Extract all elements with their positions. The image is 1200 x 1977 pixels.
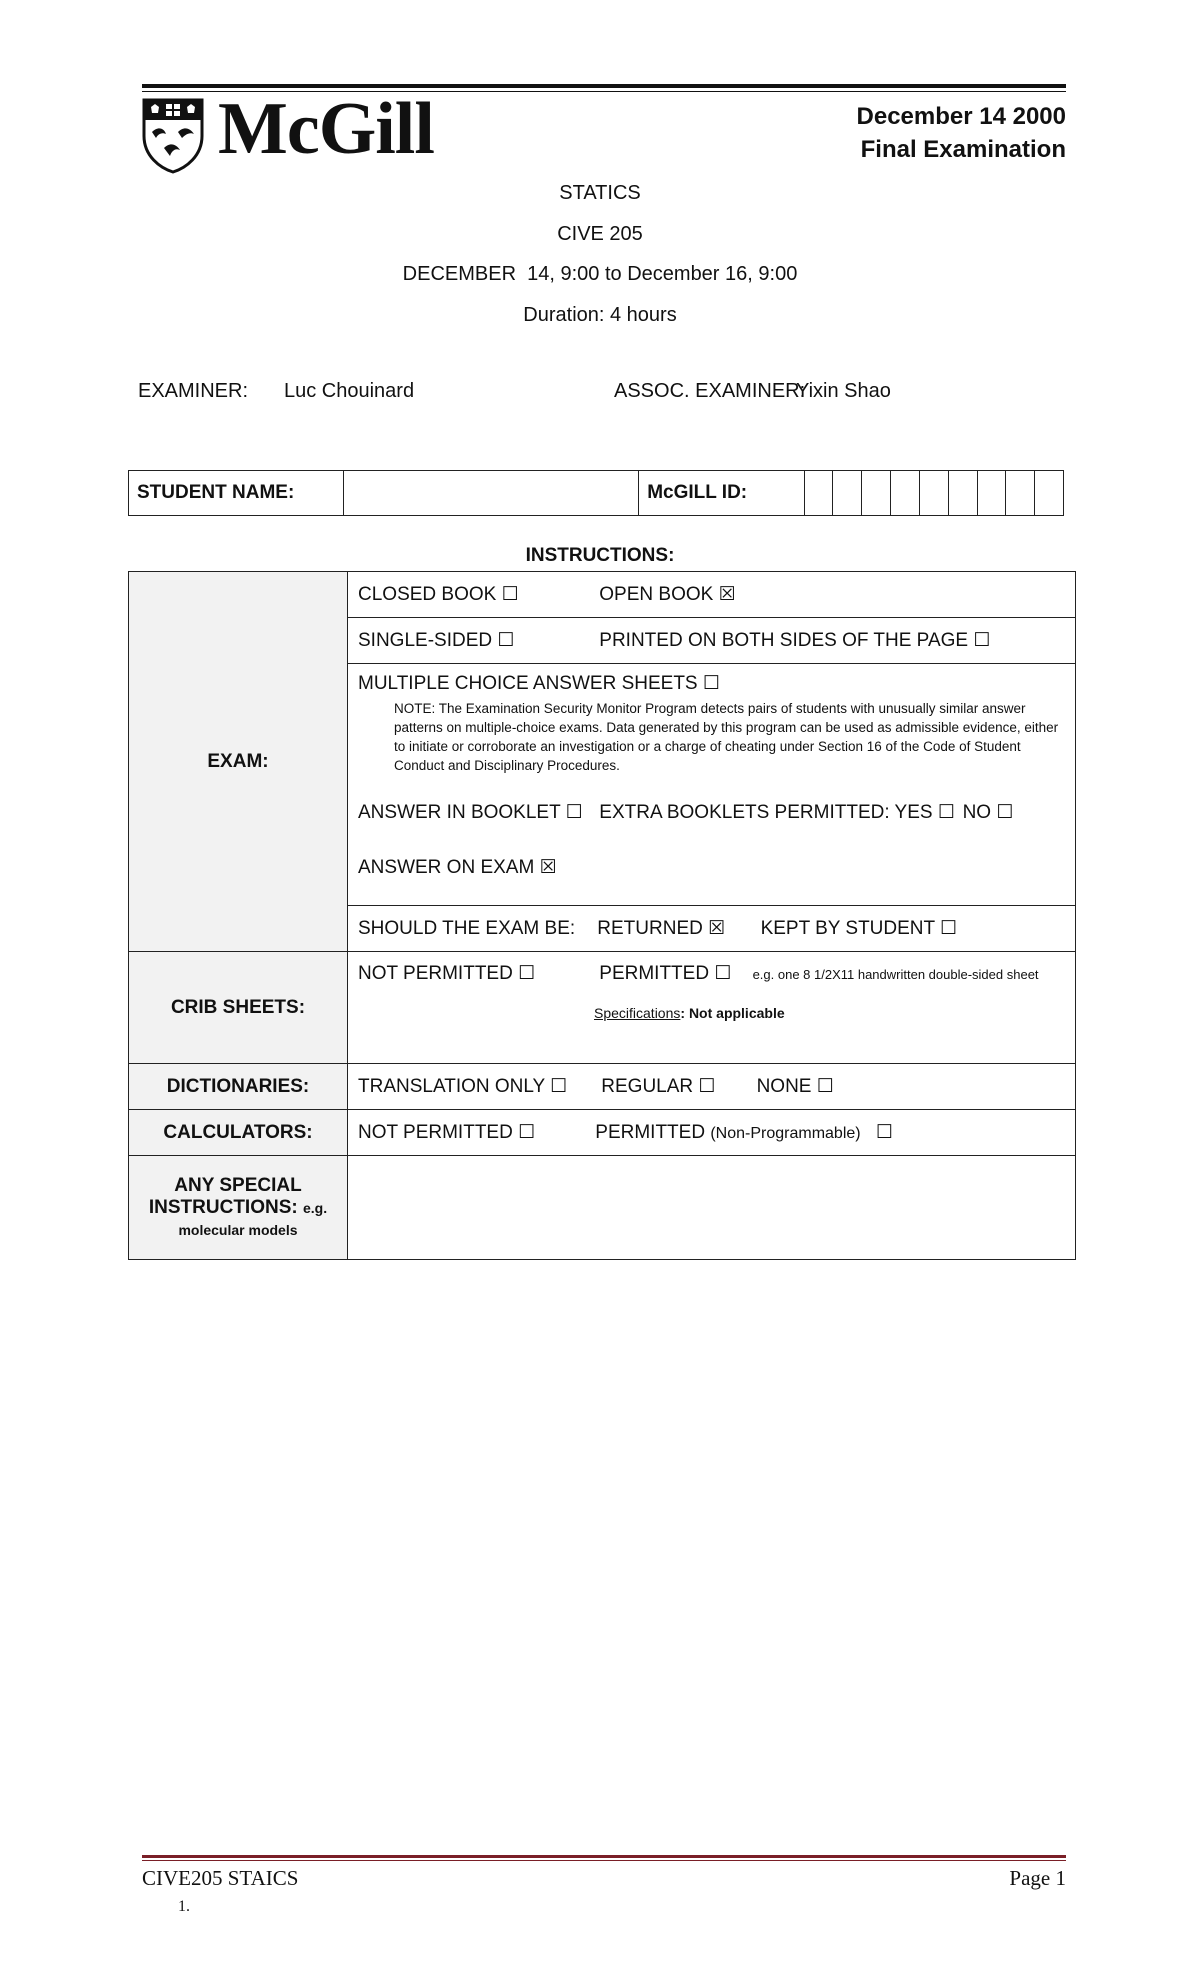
id-digit-box[interactable]	[1006, 471, 1035, 516]
id-digit-box[interactable]	[862, 471, 891, 516]
student-name-field[interactable]	[343, 471, 639, 516]
crib-permitted-option[interactable]: PERMITTED ☐	[599, 963, 732, 984]
calc-permitted-label: PERMITTED	[595, 1122, 706, 1143]
answer-booklet-option[interactable]: ANSWER IN BOOKLET ☐	[358, 802, 583, 823]
course-subject: STATICS	[559, 182, 641, 204]
sides-row	[348, 618, 1076, 664]
instructions-table	[128, 571, 1076, 1260]
footer-list-number: 1.	[178, 1898, 190, 1915]
both-sides-option[interactable]: PRINTED ON BOTH SIDES OF THE PAGE ☐	[599, 630, 991, 651]
exam-kind: Final Examination	[860, 136, 1066, 163]
dict-regular-option[interactable]: REGULAR ☐	[601, 1076, 716, 1097]
single-sided-option[interactable]: SINGLE-SIDED ☐	[358, 630, 515, 651]
id-digit-box[interactable]	[804, 471, 833, 516]
assoc-examiner-name: Yixin Shao	[796, 380, 891, 402]
special-instructions-cell	[129, 1156, 348, 1260]
calc-permitted-checkbox[interactable]: ☐	[875, 1122, 893, 1143]
answer-on-exam-option[interactable]: ANSWER ON EXAM ☒	[358, 857, 557, 878]
examiner-label: EXAMINER:	[138, 380, 249, 402]
special-instructions-label: ANY SPECIAL INSTRUCTIONS:	[148, 1174, 302, 1218]
student-name-label: STUDENT NAME:	[129, 471, 344, 516]
id-digit-box[interactable]	[948, 471, 977, 516]
closed-book-option[interactable]: CLOSED BOOK ☐	[358, 584, 519, 605]
logo-wordmark: McGill	[218, 88, 434, 170]
calc-permitted-option[interactable]	[595, 1121, 893, 1144]
calculators-label: CALCULATORS:	[129, 1110, 348, 1156]
returned-option[interactable]: RETURNED ☒	[597, 918, 726, 939]
footer-rule	[142, 1855, 1066, 1858]
crib-sheets-label: CRIB SHEETS:	[129, 952, 348, 1064]
footer-course: CIVE205 STAICS	[142, 1866, 299, 1890]
mc-sheets-option[interactable]: MULTIPLE CHOICE ANSWER SHEETS ☐	[358, 673, 720, 694]
footer-rule-thin	[142, 1860, 1066, 1861]
footer-page-number: Page 1	[1009, 1866, 1066, 1890]
dict-translation-option[interactable]: TRANSLATION ONLY ☐	[358, 1076, 568, 1097]
extra-booklets-yes-option[interactable]: EXTRA BOOKLETS PERMITTED: YES ☐	[599, 802, 955, 823]
crib-example: e.g. one 8 1/2X11 handwritten double-sided sheet	[752, 967, 1039, 982]
calc-not-permitted-option[interactable]: NOT PERMITTED ☐	[358, 1122, 536, 1143]
crib-sheets-cell	[348, 952, 1076, 1064]
calc-permitted-note: (Non-Programmable)	[710, 1125, 861, 1142]
crib-not-permitted-option[interactable]: NOT PERMITTED ☐	[358, 963, 536, 984]
kept-by-student-option[interactable]: KEPT BY STUDENT ☐	[760, 918, 958, 939]
should-exam-be-label: SHOULD THE EXAM BE:	[358, 918, 576, 939]
answer-format-cell	[348, 664, 1076, 906]
book-row	[348, 572, 1076, 618]
id-digit-box[interactable]	[919, 471, 948, 516]
exam-date: December 14 2000	[856, 103, 1066, 130]
id-digit-box[interactable]	[891, 471, 920, 516]
course-code: CIVE 205	[557, 223, 643, 245]
dictionaries-row	[348, 1064, 1076, 1110]
specifications-value: : Not applicable	[680, 1005, 785, 1021]
special-instructions-field[interactable]	[348, 1156, 1076, 1260]
mc-note: NOTE: The Examination Security Monitor Program detects pairs of students with unusually similar answer patterns on multiple-choice exams. Data generated by this program can be used as admissible evidence, either to initiate or corroborate an investigation or a charge of cheating under Section 16 of the Code of Student Conduct and Disciplinary Procedures.	[394, 701, 1059, 773]
instructions-title: INSTRUCTIONS:	[525, 545, 675, 566]
course-schedule: DECEMBER 14, 9:00 to December 16, 9:00	[402, 263, 798, 285]
calculators-row	[348, 1110, 1076, 1156]
id-digit-box[interactable]	[977, 471, 1006, 516]
specifications-line	[594, 1005, 1065, 1021]
course-duration: Duration: 4 hours	[523, 304, 677, 326]
dictionaries-label: DICTIONARIES:	[129, 1064, 348, 1110]
extra-booklets-no-option[interactable]: NO ☐	[962, 802, 1014, 823]
dict-none-option[interactable]: NONE ☐	[756, 1076, 834, 1097]
examiner-name: Luc Chouinard	[284, 380, 415, 402]
specifications-label: Specifications	[594, 1005, 681, 1021]
mcgill-id-label: McGILL ID:	[639, 471, 804, 516]
student-id-box	[128, 470, 1064, 516]
mcgill-crest-icon	[142, 98, 204, 174]
id-digit-box[interactable]	[1035, 471, 1064, 516]
id-digit-box[interactable]	[833, 471, 862, 516]
exam-label: EXAM:	[129, 572, 348, 952]
booklet-row	[358, 801, 1065, 824]
special-instructions-example: e.g. molecular models	[178, 1199, 328, 1238]
open-book-option[interactable]: OPEN BOOK ☒	[599, 584, 736, 605]
assoc-examiner-label: ASSOC. EXAMINER:	[614, 380, 806, 402]
return-row	[348, 906, 1076, 952]
